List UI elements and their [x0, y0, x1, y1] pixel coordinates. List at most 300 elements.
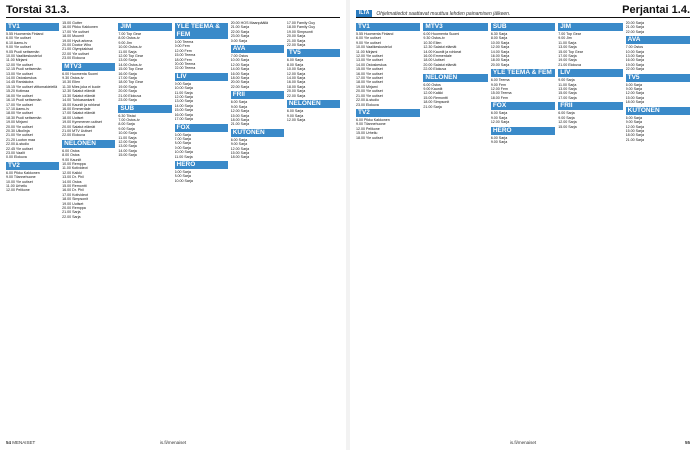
program-listing: 9.00 Sarja: [230, 142, 248, 147]
program-listing: 22.00 Sarja: [230, 84, 250, 89]
program-listing: 13.00 Yle uutiset: [356, 58, 383, 63]
program-listing: 9.00 Tilannehuone: [356, 122, 386, 127]
program-listing: 20.00 Sarja: [286, 89, 306, 94]
program-listing: 18.00 Uutiset: [62, 115, 84, 120]
channel-header: YLE TEEMA & FEM: [491, 69, 555, 77]
program-listing: 17.00 Yle uutiset: [356, 76, 383, 81]
program-listing: 9.00 Sarja: [490, 115, 508, 120]
program-listing: 15.15 Yle uutiset viittomakielellä: [6, 84, 58, 89]
program-listing: 9.00 Yle uutiset: [6, 45, 31, 50]
program-listing: 7.00 Ostos-tv: [118, 117, 140, 122]
program-listing: 17.00 Sarja: [558, 54, 577, 59]
program-listing: 18.00 Sarja: [490, 58, 510, 63]
program-listing: 13.00 Sarja: [558, 45, 577, 50]
program-listing: 6.00 Ostos: [62, 148, 80, 153]
program-listing: 12.30 Salatut elämät: [423, 45, 457, 50]
program-listing: 10.00 Remppa: [62, 161, 86, 166]
program-listing: 9.00 Sarja: [174, 81, 191, 86]
program-listing: 17.10 Aamu-tv: [6, 106, 30, 111]
program-listing: 19.00 Sarja: [118, 84, 137, 89]
program-listing: 18.00 Yle uutiset: [356, 80, 383, 85]
program-listing: 6.00 Sarja: [490, 135, 508, 140]
program-listing: 12.00 Sarja: [490, 120, 510, 125]
program-listing: 6.00 Sarja: [286, 109, 304, 114]
left-footer: [6, 440, 340, 448]
program-listing: 14.00 Ostos: [62, 179, 82, 184]
channel-header: NELONEN: [423, 74, 487, 82]
program-listing: 22.00 Sarja: [62, 214, 81, 219]
program-listing: 21.00 Elokuva: [558, 62, 581, 67]
program-listing: 19.00 Kymmenen uutiset: [62, 120, 102, 125]
program-listing: 11.00 Mirjami: [6, 58, 28, 63]
program-listing: 6.00 Huomenta Suomi: [62, 71, 98, 76]
program-listing: 16.00 Dr. Phil: [62, 188, 84, 193]
channel-header: AVA: [626, 36, 690, 44]
program-listing: 12.00 Sarja: [118, 139, 137, 144]
program-listing: 22.45 Yle uutiset: [6, 146, 33, 151]
program-listing: 6.00 Sarja: [174, 169, 191, 174]
program-listing: 10.00 Vaalikeskustelut: [356, 45, 392, 50]
program-listing: 16.00 Sarja: [625, 58, 645, 63]
program-listing: 12.00 Pelikone: [356, 126, 380, 131]
program-listing: 9.00 Sarja: [174, 145, 191, 150]
program-listing: 14.00 Tuhkasankarit: [62, 98, 95, 103]
program-listing: 14.00 Sarja: [286, 76, 306, 81]
program-listing: 15.00 Kauniit ja rohkeat: [62, 102, 100, 107]
program-listing: 9.00 Kauniit: [62, 157, 82, 162]
program-listing: 11.00 Sarja: [558, 40, 577, 45]
program-listing: 21.00 Yle uutiset: [356, 93, 383, 98]
program-listing: 9.00 Sarja: [490, 139, 508, 144]
program-listing: 16.00 Yle uutiset: [356, 71, 383, 76]
channel-header: JIM: [558, 23, 622, 31]
channel-header: TV2: [6, 162, 59, 170]
program-listing: 22.00 A-studio: [356, 98, 379, 103]
channel-header: FRII: [558, 102, 622, 110]
program-listing: 8.00 Sarja: [118, 122, 135, 127]
program-listing: 18.00 Sarja: [625, 100, 645, 105]
program-listing: 23.00 Sarja: [230, 34, 250, 39]
listing-column: [423, 21, 487, 438]
program-listing: 8.00 Sarja: [286, 62, 304, 67]
program-listing: 20.00 Salatut elämät: [423, 62, 457, 67]
program-listing: 23.00 Elokuva: [356, 102, 379, 107]
program-listing: 22.00 A-studio: [6, 142, 29, 147]
program-listing: 12.00 Fem: [174, 48, 192, 53]
program-listing: 16.00 Sarja: [230, 71, 250, 76]
program-listing: 15.00 Gutter: [62, 21, 83, 25]
program-listing: 9.00 Jim: [118, 40, 132, 45]
program-listing: 16.00 Sarja: [490, 54, 510, 59]
program-listing: 18.00 Simpsonit: [423, 100, 450, 105]
program-listing: 21.20 Luoton maa: [6, 137, 35, 142]
program-listing: 9.00 Sarja: [286, 113, 304, 118]
program-listing: 15.00 Sarja: [230, 113, 250, 118]
program-listing: 11.30 Mies joka ei kuole: [62, 84, 101, 89]
program-listing: 18.00 Muumit: [62, 34, 84, 39]
channel-header: AVA: [231, 45, 284, 53]
program-listing: 15.00 Sarja: [118, 153, 137, 158]
program-listing: 6.00 Sarja: [625, 82, 643, 87]
program-listing: 17.00 Sarja: [558, 95, 577, 100]
program-listing: 8.00 Sarja: [174, 141, 191, 146]
program-listing: 15.00 Teema: [490, 91, 512, 96]
program-listing: 23.00 Elokuva: [62, 56, 85, 61]
program-listing: 22.00 Sarja: [625, 67, 645, 72]
program-listing: 15.00 Sarja: [625, 128, 645, 133]
program-listing: 22.00 Yle uutiset: [62, 51, 89, 56]
program-listing: 15.00 Top Gear: [558, 49, 583, 54]
program-listing: 19.00 Mirjami: [6, 120, 28, 125]
program-listing: 21.00 Sarja: [230, 122, 250, 127]
program-listing: 18.00 Family Guy: [286, 25, 316, 30]
listing-column: [6, 21, 59, 438]
program-listing: 17.00 Yle uutiset: [6, 102, 33, 107]
header-rule: [356, 17, 690, 18]
program-listing: 10.00 Sarja: [625, 49, 645, 54]
program-listing: 22.00 Sarja: [286, 93, 306, 98]
program-listing: 18.00 Sarja: [230, 117, 250, 122]
program-listing: 21.00 Sarja: [62, 210, 81, 215]
program-listing: 0.00 Elokuva: [6, 155, 27, 160]
program-listing: 19.00 Uutiset: [62, 201, 84, 206]
program-listing: 13.00 Sarja: [625, 54, 645, 59]
program-listing: 15.00 Remontti: [423, 95, 448, 100]
program-listing: 7.00 Top Gear: [558, 32, 581, 36]
program-listing: 9.30 Ostos-tv: [423, 36, 445, 41]
program-listing: 6.00 Teema: [490, 78, 510, 83]
program-listing: 21.00 Sarja: [423, 104, 442, 109]
footer-url: is.fi/menaiset: [509, 440, 537, 445]
program-listing: 13.00 Dr. Phil: [62, 175, 84, 180]
program-listing: 14.00 Ostoskeskus: [356, 62, 387, 67]
channel-header: FOX: [175, 124, 228, 132]
program-listing: 8.00 Ostos: [62, 153, 80, 158]
program-listing: 22.00 Elokuva: [423, 67, 447, 72]
program-listing: 18.30 Puoli seitsemän: [6, 115, 42, 120]
listing-column: [231, 21, 284, 438]
program-listing: 14.00 Sarja: [118, 148, 137, 153]
listing-column: [491, 21, 555, 438]
left-page: [0, 0, 346, 450]
listing-column: [626, 21, 690, 438]
program-listing: 22.00 Elokuva: [62, 133, 85, 138]
program-listing: 11.00 Sarja: [118, 135, 137, 140]
listing-column: [356, 21, 420, 438]
program-listing: 19.00 Sarja: [558, 58, 577, 63]
program-listing: 10.00 Yle uutiset: [6, 179, 33, 184]
program-listing: 18.00 Fem: [490, 95, 508, 100]
listing-column: [287, 21, 340, 438]
program-listing: 6.00 Sarja: [230, 100, 248, 105]
program-listing: 9.05 Puoli seitsemän: [6, 49, 40, 54]
program-listing: 10.00 Sarja: [230, 58, 250, 63]
program-listing: 15.20 Kotimaa: [6, 89, 30, 94]
program-listing: 16.00 Emmerdale: [423, 54, 452, 59]
channel-header: NELONEN: [287, 100, 340, 108]
program-listing: 12.30 Salatut elämät: [62, 89, 96, 94]
program-listing: 20.00 Remppa: [62, 206, 86, 211]
program-listing: 12.00 Top Gear: [118, 54, 144, 59]
program-listing: 18.00 Yle uutiset: [356, 135, 383, 140]
channel-header: SUB: [491, 23, 555, 31]
program-listing: 9.00 Sarja: [558, 115, 575, 120]
program-listing: 16.00 Yle uutiset: [6, 93, 33, 98]
program-listing: 17.00 Yle uutiset: [62, 29, 89, 34]
program-listing: 20.00 Doctor Who: [62, 43, 92, 48]
program-listing: 19.00 Hyvä arkena: [62, 38, 93, 43]
program-listing: 12.00 Sarja: [230, 62, 250, 67]
program-listing: 7.00 Sarja: [174, 136, 191, 141]
program-listing: 6.00 Yle uutiset: [6, 36, 31, 41]
program-listing: 10.00 Sarja: [174, 86, 193, 91]
program-listing: 11.00 Mirjami: [356, 49, 378, 54]
program-listing: 18.00 Uutiset: [423, 58, 445, 63]
program-listing: 6.00 Pikku Kakkonen: [356, 117, 390, 122]
program-listing: 12.00 Fem: [490, 87, 508, 92]
program-listing: 20.00 Teema: [174, 62, 196, 67]
program-listing: 15.00 Sarja: [230, 150, 250, 155]
channel-header: MTV3: [423, 23, 487, 31]
program-listing: 14.00 Kauniit ja rohkeat: [423, 49, 462, 54]
footer-brand: MENAISET: [12, 440, 36, 445]
channel-header: MTV3: [62, 63, 115, 71]
program-listing: 18.00 Fem: [174, 57, 192, 62]
program-listing: 0.00 Sarja: [230, 38, 248, 43]
program-listing: 8.00 Sarja: [174, 174, 191, 179]
program-listing: 19.00 Simpsonit: [286, 29, 313, 34]
program-listing: 20.00 Salatut elämät: [62, 124, 96, 129]
program-listing: 16.00 Emmerdale: [62, 106, 91, 111]
program-listing: 9.00 Fem: [490, 82, 506, 87]
program-listing: 17.00 Sarja: [174, 117, 193, 122]
program-listing: 6.00 Sarja: [230, 137, 248, 142]
program-listing: 17.00 Family Guy: [286, 21, 316, 25]
program-listing: 18.00 Yle uutiset: [6, 111, 33, 116]
program-listing: 13.00 Sarja: [174, 99, 193, 104]
left-columns: [6, 21, 340, 438]
program-listing: 13.30 Salatut elämät: [62, 93, 96, 98]
page-date: Torstai 31.3.: [6, 4, 70, 16]
channel-header: TV2: [356, 109, 420, 117]
channel-header: TV1: [6, 23, 59, 31]
program-listing: 6.00 Sarja: [625, 115, 643, 120]
program-listing: 9.00 Sarja: [625, 120, 643, 125]
channel-header: FOX: [491, 102, 555, 110]
program-listing: 20.00 Yle uutiset: [356, 89, 383, 94]
program-listing: 21.00 Elokuva: [118, 93, 142, 98]
program-listing: 12.00 Yle uutiset: [6, 62, 33, 67]
program-listing: 10.00 Vaalikeskustelut: [6, 54, 42, 59]
program-listing: 12.00 Kaikki: [62, 170, 82, 175]
channel-header: FRII: [231, 91, 284, 99]
program-listing: 6.00 Teema: [174, 40, 194, 44]
program-listing: 19.00 Sarja: [625, 62, 645, 67]
channel-header: HERO: [175, 161, 228, 169]
left-header: [6, 4, 340, 16]
program-listing: 15.00 Sarja: [174, 108, 193, 113]
program-listing: 14.45 Rantakoira: [6, 80, 34, 85]
program-listing: 20.00 Yle uutiset: [6, 124, 33, 129]
program-listing: 21.00 Olympiakisat: [62, 47, 93, 52]
program-listing: 7.00 Top Gear: [118, 32, 142, 36]
program-listing: 12.00 Sarja: [230, 109, 250, 114]
program-listing: 6.00 Huomenta Suomi: [423, 32, 460, 36]
program-listing: 18.00 Top Gear: [118, 80, 144, 85]
program-listing: 17.00 Kotivideot: [62, 192, 88, 197]
program-listing: 18.00 Sarja: [230, 155, 250, 160]
program-listing: 11.00 Kotivideot: [62, 166, 88, 171]
program-listing: 6.00 Ostos: [423, 82, 441, 87]
program-listing: 21.00 Sarja: [286, 38, 306, 43]
program-listing: 6.30 Sarja: [490, 32, 508, 36]
right-footer: [356, 440, 690, 448]
program-listing: 12.15 Puoli seitsemän: [6, 67, 42, 72]
program-listing: 20.00 HOS Maanpäällä: [230, 21, 269, 25]
footer-url: is.fi/menaiset: [159, 440, 187, 445]
program-listing: 12.00 Sarja: [174, 95, 193, 100]
program-listing: 6.00 Yle uutiset: [356, 36, 381, 41]
program-listing: 20.00 Sarja: [625, 21, 645, 25]
channel-header: LIV: [558, 69, 622, 77]
program-listing: 10.00 Sarja: [490, 40, 510, 45]
program-listing: 20.00 Sarja: [118, 89, 137, 94]
program-listing: 12.00 Yle uutiset: [356, 54, 383, 59]
program-listing: 21.00 MTV Uutiset: [62, 128, 92, 133]
page-number: 54: [6, 440, 12, 445]
brand-badge: ILTA: [356, 10, 372, 17]
program-listing: 13.00 Yle uutiset: [6, 71, 33, 76]
right-page: [350, 0, 696, 450]
channel-header: JIM: [118, 23, 171, 31]
program-listing: 7.00 Ostos: [625, 45, 644, 50]
program-listing: 15.00 Top Gear: [118, 67, 144, 72]
program-listing: 11.00 Urheilu: [6, 184, 28, 188]
program-listing: 9.00 Yle uutiset: [356, 40, 381, 45]
program-listing: 14.00 Sarja: [490, 49, 510, 54]
program-listing: 21.00 Sarja: [230, 25, 250, 30]
program-listing: 6.00 Sarja: [558, 111, 575, 116]
listing-column: [558, 21, 622, 438]
program-listing: 9.00 Sarja: [230, 104, 248, 109]
program-listing: 12.00 Sarja: [286, 117, 306, 122]
program-listing: 12.00 Sarja: [625, 91, 645, 96]
program-listing: 11.00 Sarja: [558, 82, 577, 87]
header-rule: [6, 17, 340, 18]
program-listing: 16.00 Sarja: [174, 112, 193, 117]
program-listing: 22.00 Sarja: [625, 29, 645, 34]
program-listing: 8.00 Sarja: [490, 36, 508, 41]
program-listing: 22.00 Teema: [174, 66, 196, 71]
program-listing: 13.00 Sarja: [558, 87, 577, 92]
program-listing: 12.00 Sarja: [286, 71, 306, 76]
program-listing: 10.00 Sarja: [286, 67, 306, 72]
channel-header: KUTONEN: [231, 129, 284, 137]
program-listing: 10.30 Ellen: [423, 40, 442, 45]
program-listing: 15.00 Remontti: [62, 184, 87, 188]
program-listing: 18.00 Sarja: [286, 84, 306, 89]
program-listing: 18.00 Sarja: [230, 76, 250, 81]
channel-header: HERO: [491, 127, 555, 135]
channel-header: KUTONEN: [626, 107, 690, 115]
program-listing: 10.00 Ostos-tv: [118, 45, 142, 50]
program-listing: 9.00 Sarja: [625, 87, 643, 92]
program-listing: 21.00 Sarja: [625, 25, 645, 30]
program-listing: 12.00 Sarja: [558, 120, 577, 125]
program-listing: 9.00 Tilannehuone: [6, 175, 36, 180]
program-listing: 20.00 Sarja: [230, 80, 250, 85]
program-listing: 14.00 Ostos-tv: [118, 62, 142, 67]
program-listing: 11.00 Sarja: [118, 49, 137, 54]
channel-header: TV1: [356, 23, 420, 31]
program-listing: 20.00 Sarja: [490, 62, 510, 67]
program-listing: 5.55 Huomenta Finland: [356, 32, 394, 36]
channel-header: LIV: [175, 73, 228, 81]
page-number: 55: [684, 440, 690, 445]
channel-header: SUB: [118, 105, 171, 113]
program-listing: 9.00 Sarja: [118, 126, 135, 131]
program-listing: 19.00 Mirjami: [356, 84, 378, 89]
program-listing: 20.00 Sarja: [286, 34, 306, 39]
program-listing: 6.00 Sarja: [174, 132, 191, 137]
channel-header: TV5: [626, 74, 690, 82]
program-listing: 11.00 Sarja: [174, 90, 193, 95]
channel-header: TV5: [287, 49, 340, 57]
listing-column: [62, 21, 115, 438]
program-listing: 9.00 Kauniit: [423, 87, 443, 92]
channel-header: YLE TEEMA & FEM: [175, 23, 228, 39]
program-listing: 14.00 Sarja: [174, 103, 193, 108]
program-listing: 15.00 Sarja: [558, 124, 577, 129]
program-listing: 22.00 Sarja: [286, 43, 306, 48]
program-listing: 15.00 Sarja: [558, 91, 577, 96]
program-listing: 5.55 Huomenta Finland: [6, 32, 44, 36]
program-listing: 6.00 Pikku Kakkonen: [6, 170, 40, 175]
program-listing: 12.00 Kaikki: [423, 91, 443, 96]
program-listing: 14.00 Sarja: [230, 67, 250, 72]
listing-column: [118, 21, 171, 438]
program-listing: 7.00 Ostos: [230, 54, 249, 59]
program-listing: 21.00 Yle uutiset: [6, 133, 33, 138]
program-listing: 16.10 Puoli seitsemän: [6, 98, 42, 103]
program-listing: 9.00 Jim: [558, 36, 572, 41]
program-listing: 10.00 Sarja: [174, 150, 193, 155]
program-listing: 15.00 Yle uutiset: [356, 67, 383, 72]
program-listing: 21.00 Sarja: [625, 137, 645, 142]
program-listing: 17.00 Sarja: [118, 76, 137, 81]
program-listing: 15.00 Sarja: [625, 95, 645, 100]
page-date: Perjantai 1.4.: [622, 4, 690, 16]
program-listing: 12.00 Pelikone: [6, 188, 30, 193]
program-listing: 23.00 Sarja: [118, 98, 137, 103]
channel-header: NELONEN: [62, 140, 115, 148]
program-listing: 6.10 Aamu-tv: [6, 40, 28, 45]
program-listing: 6.00 Sarja: [286, 58, 304, 63]
program-listing: 15.00 Teema: [174, 53, 196, 58]
program-listing: 20.30 Ulkolinja: [6, 128, 30, 133]
program-listing: 23.00 Vaalit: [6, 150, 25, 155]
program-listing: 16.00 Sarja: [118, 71, 137, 76]
right-header: [356, 4, 690, 16]
listing-column: [175, 21, 228, 438]
program-listing: 10.30 Ellen: [62, 80, 81, 85]
program-listing: 17.00 Salatut elämät: [62, 111, 96, 116]
program-listing: 22.00 Sarja: [230, 29, 250, 34]
program-listing: 16.00 Pikku Kakkonen: [62, 25, 98, 30]
program-listing: 12.00 Sarja: [490, 45, 510, 50]
header-disclaimer: Ohjelmatiedot saattavat muuttua lehden painamisen jälkeen.: [376, 10, 511, 17]
program-listing: 12.00 Sarja: [625, 124, 645, 129]
